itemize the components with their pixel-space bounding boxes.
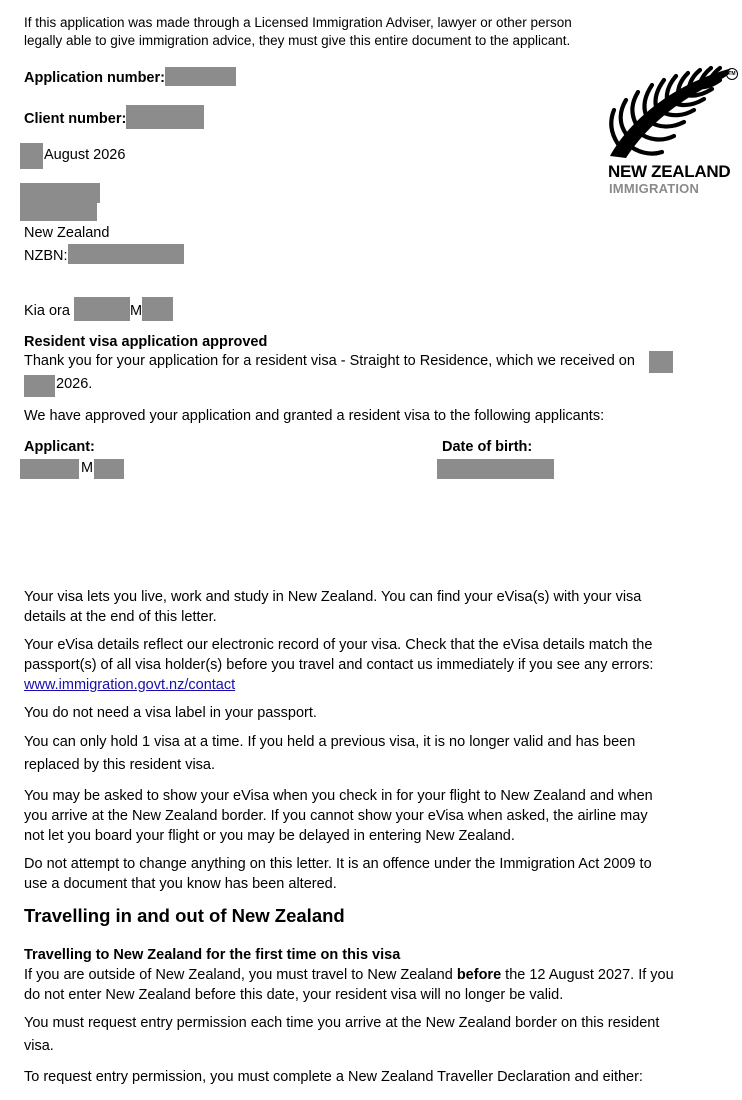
silver-fern-icon	[606, 64, 736, 160]
approval-year: 2026.	[56, 376, 93, 392]
redaction	[20, 183, 100, 203]
address-country: New Zealand	[24, 225, 110, 241]
travel-line-1-pre: If you are outside of New Zealand, you must travel to New Zealand	[24, 967, 457, 983]
trademark-mark: TM	[726, 68, 738, 80]
body-p1-line-1: Your visa lets you live, work and study in New Zealand. You can find your eVisa(s) with your visa	[24, 589, 642, 605]
nzbn	[24, 244, 184, 266]
body-p3: You do not need a visa label in your passport.	[24, 705, 317, 721]
body-p2-line-1: Your eVisa details reflect our electronic record of your visa. Check that the eVisa details match the	[24, 637, 653, 653]
application-number-label: Application number:	[24, 70, 165, 86]
redaction	[165, 67, 236, 86]
nzbn-label: NZBN:	[24, 248, 68, 264]
travel-line-1	[24, 965, 674, 985]
letter-date: August 2026	[44, 147, 126, 163]
intro-line-2: legally able to give immigration advice, they must give this entire document to the applicant.	[24, 33, 571, 48]
intro-line-1: If this application was made through a Licensed Immigration Adviser, lawyer or other person	[24, 15, 572, 30]
body-p6-line-2: use a document that you know has been altered.	[24, 876, 337, 892]
greeting-kia-ora: Kia ora	[24, 303, 70, 319]
contact-link[interactable]: www.immigration.govt.nz/contact	[24, 677, 236, 693]
travel-line-1-post: the 12 August 2027. If you	[501, 967, 674, 983]
body-p1-line-2: details at the end of this letter.	[24, 609, 217, 625]
redaction	[20, 459, 79, 479]
body-p4-line-1: You can only hold 1 visa at a time. If you held a previous visa, it is no longer valid and has been	[24, 734, 636, 750]
redaction	[94, 459, 124, 479]
travel-p3: To request entry permission, you must complete a New Zealand Traveller Declaration and either:	[24, 1069, 643, 1085]
section-heading-travelling: Travelling in and out of New Zealand	[24, 905, 345, 926]
travel-line-2: do not enter New Zealand before this date, your resident visa will no longer be valid.	[24, 987, 564, 1003]
greeting-initial: M	[129, 303, 143, 319]
body-p6-line-1: Do not attempt to change anything on this letter. It is an offence under the Immigration Act 2009 to	[24, 856, 652, 872]
logo-subtitle: IMMIGRATION	[609, 181, 700, 196]
logo-wordmark: NEW ZEALAND	[608, 162, 731, 181]
redaction	[20, 202, 97, 221]
approval-line-1: Thank you for your application for a resident visa - Straight to Residence, which we received on	[24, 353, 635, 369]
approval-title: Resident visa application approved	[24, 334, 268, 350]
approval-granted: We have approved your application and granted a resident visa to the following applicants:	[24, 408, 605, 424]
body-p5-line-3: not let you board your flight or you may be delayed in entering New Zealand.	[24, 828, 515, 844]
applicant-initial: M	[81, 460, 94, 476]
body-p5-line-1: You may be asked to show your eVisa when you check in for your flight to New Zealand and when	[24, 788, 653, 804]
redaction	[68, 244, 184, 264]
redaction	[126, 105, 204, 129]
travel-line-1-bold: before	[456, 967, 502, 983]
body-p4-line-2: replaced by this resident visa.	[24, 757, 216, 773]
redaction	[24, 375, 55, 397]
redaction	[142, 297, 173, 321]
body-p2-line-2: passport(s) of all visa holder(s) before you travel and contact us immediately if you see any errors:	[24, 657, 654, 673]
greeting	[24, 297, 173, 321]
redaction	[649, 351, 673, 373]
redaction	[74, 297, 130, 321]
redaction	[20, 143, 43, 169]
client-number	[24, 105, 204, 129]
travel-sub-heading: Travelling to New Zealand for the first time on this visa	[24, 947, 401, 963]
applicant-header: Applicant:	[24, 439, 95, 455]
body-p5-line-2: you arrive at the New Zealand border. If you cannot show your eVisa when asked, the airline may	[24, 808, 648, 824]
redaction	[437, 459, 554, 479]
travel-p2-line-1: You must request entry permission each time you arrive at the New Zealand border on this resident	[24, 1015, 660, 1031]
dob-header: Date of birth:	[442, 439, 533, 455]
travel-p2-line-2: visa.	[24, 1038, 54, 1054]
application-number	[24, 67, 236, 88]
client-number-label: Client number:	[24, 111, 127, 127]
